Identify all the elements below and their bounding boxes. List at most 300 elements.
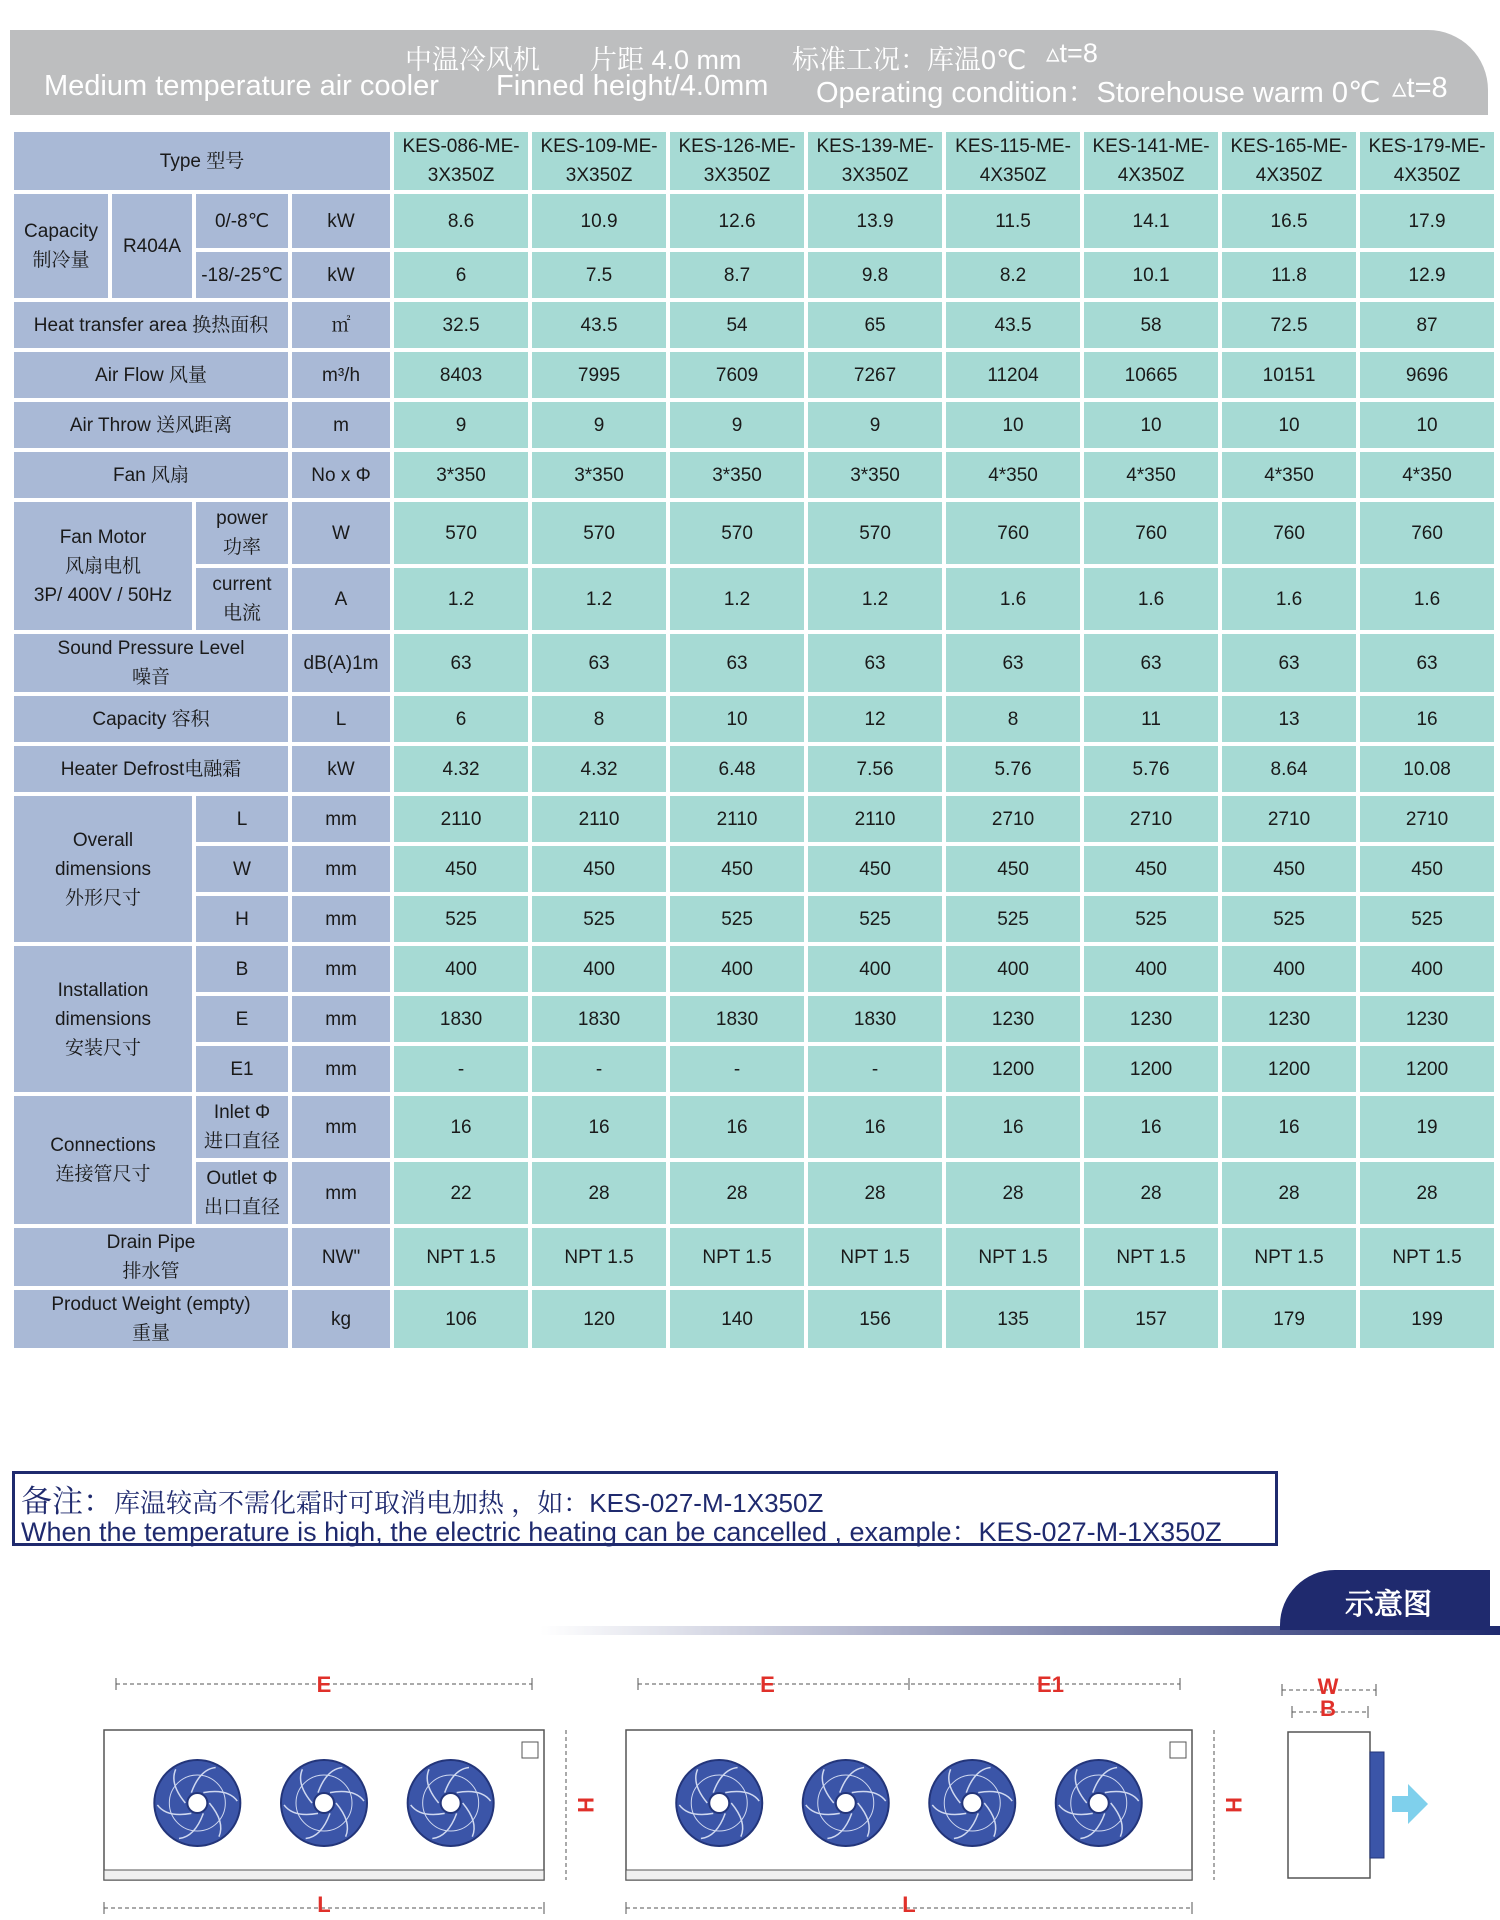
drain-pipe-value: NPT 1.5 (808, 1228, 942, 1286)
inlet-label-line: 进口直径 (203, 1131, 280, 1152)
overall-dimensions-label-line: dimensions (54, 858, 152, 880)
heat-area-label: Heat transfer area 换热面积 (14, 302, 288, 348)
air-flow-value: 11204 (946, 352, 1080, 398)
drain-pipe-value: NPT 1.5 (1360, 1228, 1494, 1286)
dimension-H-value: 525 (394, 896, 528, 942)
drain-pipe-value: NPT 1.5 (1222, 1228, 1356, 1286)
dimension-E-value: 1830 (532, 996, 666, 1042)
dimension-E1-value: - (394, 1046, 528, 1092)
sound-value: 63 (808, 634, 942, 692)
inlet-label-line: Inlet Φ (213, 1102, 271, 1123)
product-weight-label-line: 重量 (131, 1323, 170, 1344)
air-throw-label: Air Throw 送风距离 (14, 402, 288, 448)
defrost-value: 7.56 (808, 746, 942, 792)
inlet-value: 16 (808, 1096, 942, 1158)
dimension-E-value: 1230 (1360, 996, 1494, 1042)
dimension-label-h: H (573, 1797, 598, 1813)
sound-label-line: Sound Pressure Level (57, 638, 245, 659)
defrost-label: Heater Defrost电融霜 (14, 746, 288, 792)
note-cn-text: 库温较高不需化霜时可取消电加热 ，如：KES-027-M-1X350Z (114, 1488, 824, 1518)
inlet-value: 16 (532, 1096, 666, 1158)
product-weight-label (14, 1290, 288, 1348)
model-header-line: 3X350Z (841, 165, 909, 186)
refrigerant-label: R404A (112, 194, 192, 298)
capacity-condition-2: -18/-25℃ (196, 252, 288, 298)
dimension-E-value: 1830 (670, 996, 804, 1042)
drain-pipe-value: NPT 1.5 (946, 1228, 1080, 1286)
dimension-E1-value: - (808, 1046, 942, 1092)
inlet-value: 16 (946, 1096, 1080, 1158)
dimension-W-value: 450 (1222, 846, 1356, 892)
air-throw-value: 9 (670, 402, 804, 448)
unit-cell: kW (292, 194, 390, 248)
fan-hub (314, 1793, 334, 1813)
air-flow-value: 10151 (1222, 352, 1356, 398)
capacity-2-value: 7.5 (532, 252, 666, 298)
product-weight-value: 179 (1222, 1290, 1356, 1348)
dimension-W-value: 450 (670, 846, 804, 892)
unit-cell: mm (292, 1162, 390, 1224)
dimension-B-value: 400 (1222, 946, 1356, 992)
inlet-label (196, 1096, 288, 1158)
drain-pipe-value: NPT 1.5 (670, 1228, 804, 1286)
model-header (1084, 132, 1218, 190)
fan-hub (836, 1793, 856, 1813)
unit-cell: No x Φ (292, 452, 390, 498)
air-throw-value: 10 (1360, 402, 1494, 448)
outlet-label-line: Outlet Φ (206, 1168, 278, 1189)
model-header (394, 132, 528, 190)
fan-value: 4*350 (1084, 452, 1218, 498)
capacity-2-value: 11.8 (1222, 252, 1356, 298)
unit-cell: kg (292, 1290, 390, 1348)
dimension-W-value: 450 (808, 846, 942, 892)
fan-value: 3*350 (670, 452, 804, 498)
product-weight-value: 157 (1084, 1290, 1218, 1348)
connections-label (14, 1096, 192, 1224)
capacity-condition-1: 0/-8℃ (196, 194, 288, 248)
dimension-E-value: 1230 (1084, 996, 1218, 1042)
cn-condition: 标准工况：库温0℃ (792, 45, 1027, 75)
dimension-L-value: 2710 (946, 796, 1080, 842)
connections-label-line: Connections (50, 1135, 156, 1156)
power-value: 760 (1222, 502, 1356, 564)
inlet-value: 16 (1222, 1096, 1356, 1158)
unit-cell: kW (292, 252, 390, 298)
dimension-B-value: 400 (532, 946, 666, 992)
dimension-W-value: 450 (532, 846, 666, 892)
overall-dimensions-label (14, 796, 192, 942)
cn-delta-t: ▵t=8 (1046, 38, 1098, 68)
dimension-label-h: H (1221, 1797, 1246, 1813)
dimension-E-value: 1230 (946, 996, 1080, 1042)
volume-value: 6 (394, 696, 528, 742)
dimension-B-value: 400 (1360, 946, 1494, 992)
overall-dimensions-label-line: Overall (72, 829, 134, 851)
model-header-line: 4X350Z (1255, 165, 1323, 186)
unit-cell: mm (292, 996, 390, 1042)
capacity-2-value: 8.7 (670, 252, 804, 298)
fan-value: 3*350 (394, 452, 528, 498)
defrost-value: 10.08 (1360, 746, 1494, 792)
power-label-line: power (216, 508, 268, 529)
unit-cell: dB(A)1m (292, 634, 390, 692)
outlet-value: 28 (946, 1162, 1080, 1224)
model-header-line: 3X350Z (427, 165, 495, 186)
unit-cell: mm (292, 896, 390, 942)
side-view-fan (1370, 1752, 1384, 1858)
dimension-W-value: 450 (394, 846, 528, 892)
fan-hub (709, 1793, 729, 1813)
note-box (12, 1471, 1278, 1546)
dimension-E-label: E (196, 996, 288, 1042)
defrost-value: 5.76 (1084, 746, 1218, 792)
capacity-1-value: 17.9 (1360, 194, 1494, 248)
dimension-label-e1: E1 (1037, 1672, 1064, 1697)
dimension-E1-value: 1200 (1084, 1046, 1218, 1092)
power-value: 570 (670, 502, 804, 564)
note-prefix: 备注： (21, 1484, 114, 1519)
heat-area-value: 72.5 (1222, 302, 1356, 348)
dimension-W-value: 450 (946, 846, 1080, 892)
dimension-E1-label: E1 (196, 1046, 288, 1092)
dimension-B-value: 400 (394, 946, 528, 992)
drain-pipe-label-line: Drain Pipe (106, 1232, 196, 1253)
dimension-E-value: 1830 (394, 996, 528, 1042)
capacity-2-value: 12.9 (1360, 252, 1494, 298)
unit-cell: m³/h (292, 352, 390, 398)
installation-dimensions-label-line: Installation (57, 979, 149, 1001)
model-header-line: 4X350Z (1117, 165, 1185, 186)
capacity-2-value: 10.1 (1084, 252, 1218, 298)
dimension-L-value: 2110 (808, 796, 942, 842)
type-label: Type 型号 (14, 132, 390, 190)
side-view-body (1288, 1732, 1370, 1878)
sound-label-line: 噪音 (131, 667, 170, 688)
power-value: 570 (808, 502, 942, 564)
current-value: 1.2 (532, 568, 666, 630)
installation-dimensions-label-line: dimensions (54, 1008, 152, 1030)
sound-value: 63 (946, 634, 1080, 692)
dimension-L-value: 2710 (1222, 796, 1356, 842)
capacity-label-line: 制冷量 (32, 250, 90, 271)
unit-cell: mm (292, 1046, 390, 1092)
installation-dimensions-label (14, 946, 192, 1092)
air-throw-value: 9 (808, 402, 942, 448)
volume-value: 11 (1084, 696, 1218, 742)
unit-cell: A (292, 568, 390, 630)
heat-area-value: 58 (1084, 302, 1218, 348)
drain-pipe-value: NPT 1.5 (1084, 1228, 1218, 1286)
capacity-2-value: 6 (394, 252, 528, 298)
unit-cell: mm (292, 796, 390, 842)
model-header-line: KES-165-ME- (1230, 136, 1348, 157)
fan-value: 4*350 (946, 452, 1080, 498)
connections-label-line: 连接管尺寸 (55, 1164, 151, 1185)
unit-cell: m (292, 402, 390, 448)
spec-header (10, 30, 1488, 115)
drain-pipe-label-line: 排水管 (122, 1261, 180, 1282)
product-weight-label-line: Product Weight (empty) (51, 1294, 251, 1315)
model-header-line: 3X350Z (565, 165, 633, 186)
capacity-1-value: 8.6 (394, 194, 528, 248)
inlet-value: 16 (1084, 1096, 1218, 1158)
current-value: 1.6 (946, 568, 1080, 630)
note-en: When the temperature is high, the electric heating can be cancelled , example：KES-027-M-1X350Z (21, 1517, 1222, 1547)
fan-motor-label (14, 502, 192, 630)
drain-pipe-label (14, 1228, 288, 1286)
drain-pipe-value: NPT 1.5 (394, 1228, 528, 1286)
power-value: 570 (532, 502, 666, 564)
dimension-label-b: B (1320, 1696, 1336, 1721)
installation-dimensions-label-line: 安装尺寸 (64, 1037, 141, 1059)
dimension-label-l: L (317, 1892, 331, 1917)
sound-value: 63 (394, 634, 528, 692)
model-header-line: KES-141-ME- (1092, 136, 1210, 157)
fan-motor-label-line: Fan Motor (59, 526, 147, 548)
defrost-value: 8.64 (1222, 746, 1356, 792)
junction-box (522, 1742, 538, 1758)
cooler-base (104, 1870, 544, 1880)
airflow-arrow-icon (1392, 1784, 1428, 1824)
dimension-W-label: W (196, 846, 288, 892)
outlet-value: 28 (670, 1162, 804, 1224)
air-flow-value: 7267 (808, 352, 942, 398)
heat-area-value: 87 (1360, 302, 1494, 348)
current-value: 1.6 (1222, 568, 1356, 630)
cn-product-name: 中温冷风机 (405, 45, 540, 75)
capacity-label-line: Capacity (24, 221, 98, 242)
air-throw-value: 10 (1084, 402, 1218, 448)
dimension-E1-value: - (532, 1046, 666, 1092)
dimension-E1-value: - (670, 1046, 804, 1092)
unit-cell: L (292, 696, 390, 742)
outlet-value: 28 (1360, 1162, 1494, 1224)
dimension-B-value: 400 (808, 946, 942, 992)
dimension-L-value: 2110 (670, 796, 804, 842)
dimension-H-value: 525 (1360, 896, 1494, 942)
sound-value: 63 (1360, 634, 1494, 692)
air-flow-value: 8403 (394, 352, 528, 398)
volume-value: 8 (946, 696, 1080, 742)
air-throw-value: 9 (394, 402, 528, 448)
model-header-line: KES-109-ME- (540, 136, 658, 157)
model-header (1222, 132, 1356, 190)
overall-dimensions-label-line: 外形尺寸 (64, 887, 141, 909)
capacity-1-value: 12.6 (670, 194, 804, 248)
cooler-diagram (0, 1640, 1500, 1920)
air-flow-value: 10665 (1084, 352, 1218, 398)
dimension-E1-value: 1200 (1360, 1046, 1494, 1092)
model-header-line: KES-126-ME- (678, 136, 796, 157)
junction-box (1170, 1742, 1186, 1758)
sound-value: 63 (670, 634, 804, 692)
current-label-line: 电流 (222, 603, 261, 624)
air-throw-value: 9 (532, 402, 666, 448)
unit-cell: NW" (292, 1228, 390, 1286)
dimension-H-value: 525 (808, 896, 942, 942)
drain-pipe-value: NPT 1.5 (532, 1228, 666, 1286)
power-value: 760 (1084, 502, 1218, 564)
product-weight-value: 135 (946, 1290, 1080, 1348)
defrost-value: 4.32 (532, 746, 666, 792)
capacity-1-value: 11.5 (946, 194, 1080, 248)
model-header (946, 132, 1080, 190)
fan-motor-label-line: 风扇电机 (64, 555, 141, 577)
capacity-label (14, 194, 108, 298)
heat-area-value: 32.5 (394, 302, 528, 348)
spec-table (10, 128, 1498, 1352)
power-label (196, 502, 288, 564)
en-delta-t: ▵t=8 (1392, 72, 1448, 104)
product-weight-value: 140 (670, 1290, 804, 1348)
defrost-value: 4.32 (394, 746, 528, 792)
dimension-H-value: 525 (946, 896, 1080, 942)
inlet-value: 19 (1360, 1096, 1494, 1158)
power-label-line: 功率 (222, 537, 261, 558)
fan-hub (187, 1793, 207, 1813)
capacity-2-value: 9.8 (808, 252, 942, 298)
dimension-B-label: B (196, 946, 288, 992)
dimension-W-value: 450 (1084, 846, 1218, 892)
current-value: 1.6 (1360, 568, 1494, 630)
dimension-L-label: L (196, 796, 288, 842)
current-label-line: current (212, 574, 272, 595)
current-value: 1.2 (394, 568, 528, 630)
model-header-line: 3X350Z (703, 165, 771, 186)
dimension-B-value: 400 (946, 946, 1080, 992)
diagram-title: 示意图 (1345, 1589, 1433, 1621)
dimension-label-e: E (760, 1672, 775, 1697)
air-throw-value: 10 (946, 402, 1080, 448)
inlet-value: 16 (394, 1096, 528, 1158)
capacity-1-value: 13.9 (808, 194, 942, 248)
product-weight-value: 156 (808, 1290, 942, 1348)
sound-value: 63 (1084, 634, 1218, 692)
model-header (1360, 132, 1494, 190)
dimension-H-label: H (196, 896, 288, 942)
model-header (808, 132, 942, 190)
dimension-label-e: E (316, 1672, 332, 1697)
dimension-E-value: 1230 (1222, 996, 1356, 1042)
heat-area-value: 43.5 (532, 302, 666, 348)
outlet-value: 22 (394, 1162, 528, 1224)
dimension-H-value: 525 (670, 896, 804, 942)
air-flow-label: Air Flow 风量 (14, 352, 288, 398)
outlet-value: 28 (808, 1162, 942, 1224)
current-value: 1.2 (808, 568, 942, 630)
model-header-line: KES-179-ME- (1368, 136, 1486, 157)
volume-value: 13 (1222, 696, 1356, 742)
model-header (532, 132, 666, 190)
capacity-1-value: 14.1 (1084, 194, 1218, 248)
sound-value: 63 (532, 634, 666, 692)
dimension-W-value: 450 (1360, 846, 1494, 892)
dimension-L-value: 2110 (394, 796, 528, 842)
product-weight-value: 199 (1360, 1290, 1494, 1348)
cooler-base (626, 1870, 1192, 1880)
heat-area-value: 65 (808, 302, 942, 348)
dimension-label-l: L (902, 1892, 916, 1917)
outlet-value: 28 (532, 1162, 666, 1224)
volume-value: 8 (532, 696, 666, 742)
outlet-label-line: 出口直径 (203, 1197, 280, 1218)
product-weight-value: 120 (532, 1290, 666, 1348)
dimension-B-value: 400 (670, 946, 804, 992)
sound-value: 63 (1222, 634, 1356, 692)
dimension-L-value: 2710 (1084, 796, 1218, 842)
fan-value: 4*350 (1222, 452, 1356, 498)
fan-value: 4*350 (1360, 452, 1494, 498)
model-header-line: KES-139-ME- (816, 136, 934, 157)
air-throw-value: 10 (1222, 402, 1356, 448)
dimension-H-value: 525 (532, 896, 666, 942)
air-flow-value: 9696 (1360, 352, 1494, 398)
fan-hub (441, 1793, 461, 1813)
en-fin-spacing: Finned height/4.0mm (496, 70, 769, 102)
en-condition: Operating condition：Storehouse warm 0℃ (816, 77, 1381, 109)
model-header (670, 132, 804, 190)
diagram-title-tab (1280, 1570, 1490, 1630)
dimension-E-value: 1830 (808, 996, 942, 1042)
product-weight-value: 106 (394, 1290, 528, 1348)
dimension-L-value: 2110 (532, 796, 666, 842)
fan-hub (962, 1793, 982, 1813)
unit-cell: W (292, 502, 390, 564)
capacity-1-value: 10.9 (532, 194, 666, 248)
model-header-line: KES-115-ME- (955, 136, 1071, 157)
unit-cell: ㎡ (292, 302, 390, 348)
fan-label: Fan 风扇 (14, 452, 288, 498)
power-value: 760 (1360, 502, 1494, 564)
defrost-value: 6.48 (670, 746, 804, 792)
volume-value: 12 (808, 696, 942, 742)
model-header-line: 4X350Z (979, 165, 1047, 186)
volume-value: 10 (670, 696, 804, 742)
capacity-2-value: 8.2 (946, 252, 1080, 298)
outlet-value: 28 (1084, 1162, 1218, 1224)
cn-fin-spacing: 片距 4.0 mm (590, 45, 742, 75)
current-value: 1.6 (1084, 568, 1218, 630)
dimension-label-w: W (1317, 1674, 1339, 1699)
dimension-B-value: 400 (1084, 946, 1218, 992)
inlet-value: 16 (670, 1096, 804, 1158)
power-value: 760 (946, 502, 1080, 564)
en-product-name: Medium temperature air cooler (44, 70, 439, 102)
volume-label: Capacity 容积 (14, 696, 288, 742)
fan-value: 3*350 (808, 452, 942, 498)
outlet-label (196, 1162, 288, 1224)
outlet-value: 28 (1222, 1162, 1356, 1224)
air-flow-value: 7995 (532, 352, 666, 398)
heat-area-value: 43.5 (946, 302, 1080, 348)
dimension-E1-value: 1200 (946, 1046, 1080, 1092)
capacity-1-value: 16.5 (1222, 194, 1356, 248)
model-header-line: 4X350Z (1393, 165, 1461, 186)
unit-cell: kW (292, 746, 390, 792)
power-value: 570 (394, 502, 528, 564)
model-header-line: KES-086-ME- (402, 136, 520, 157)
fan-value: 3*350 (532, 452, 666, 498)
dimension-L-value: 2710 (1360, 796, 1494, 842)
volume-value: 16 (1360, 696, 1494, 742)
unit-cell: mm (292, 846, 390, 892)
dimension-H-value: 525 (1084, 896, 1218, 942)
unit-cell: mm (292, 1096, 390, 1158)
unit-cell: mm (292, 946, 390, 992)
dimension-E1-value: 1200 (1222, 1046, 1356, 1092)
air-flow-value: 7609 (670, 352, 804, 398)
